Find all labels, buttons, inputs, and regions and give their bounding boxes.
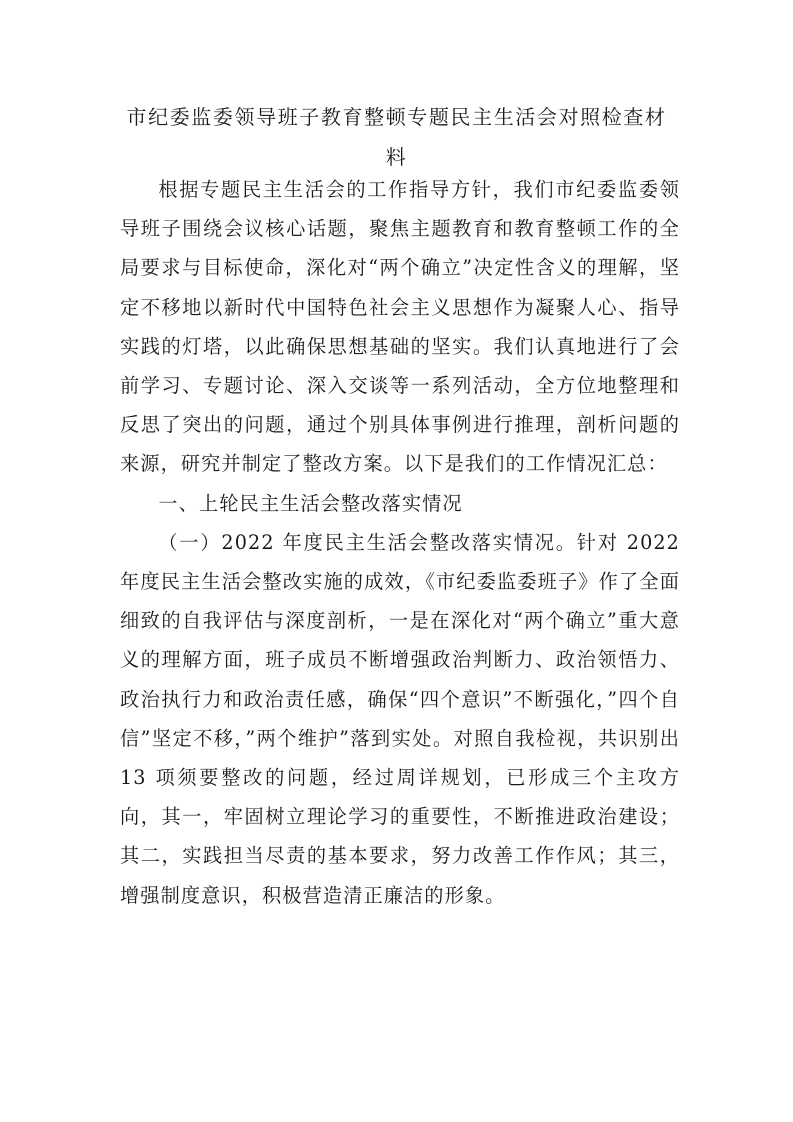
section-heading: 一、上轮民主生活会整改落实情况 [158, 491, 463, 515]
document-title: 市纪委监委领导班子教育整顿专题民主生活会对照检查材料 [126, 105, 667, 169]
paragraph-rectification: （一）2022 年度民主生活会整改落实情况。针对 2022 年度民主生活会整改实施的成效，《市纪委监委班子》作了全面细致的自我评估与深度剖析，一是在深化对“两个确立”重大意义的理解方面，班子成员不断增强政治判断力、政治领悟力、政治执行力和政治责任感，确保“四个意识”不断强化，”四个自信”坚定不移，”两个维护”落到实处。对照自我检视，共识别出 13 项须要整改的问题，经过周详规划，已形成三个主攻方向，其一，牢固树立理论学习的重要性，不断推进政治建设；其二，实践担当尽责的基本要求，努力改善工作作风；其三，增强制度意识，积极营造清正廉洁的形象。 [120, 530, 680, 907]
document-body [120, 170, 680, 915]
paragraph-intro: 根据专题民主生活会的工作指导方针，我们市纪委监委领导班子围绕会议核心话题，聚焦主题教育和教育整顿工作的全局要求与目标使命，深化对“两个确立”决定性含义的理解，坚定不移地以新时代中国特色社会主义思想作为凝聚人心、指导实践的灯塔，以此确保思想基础的坚实。我们认真地进行了会前学习、专题讨论、深入交谈等一系列活动，全方位地整理和反思了突出的问题，通过个别具体事例进行推理，剖析问题的来源，研究并制定了整改方案。以下是我们的工作情况汇总： [120, 178, 680, 476]
